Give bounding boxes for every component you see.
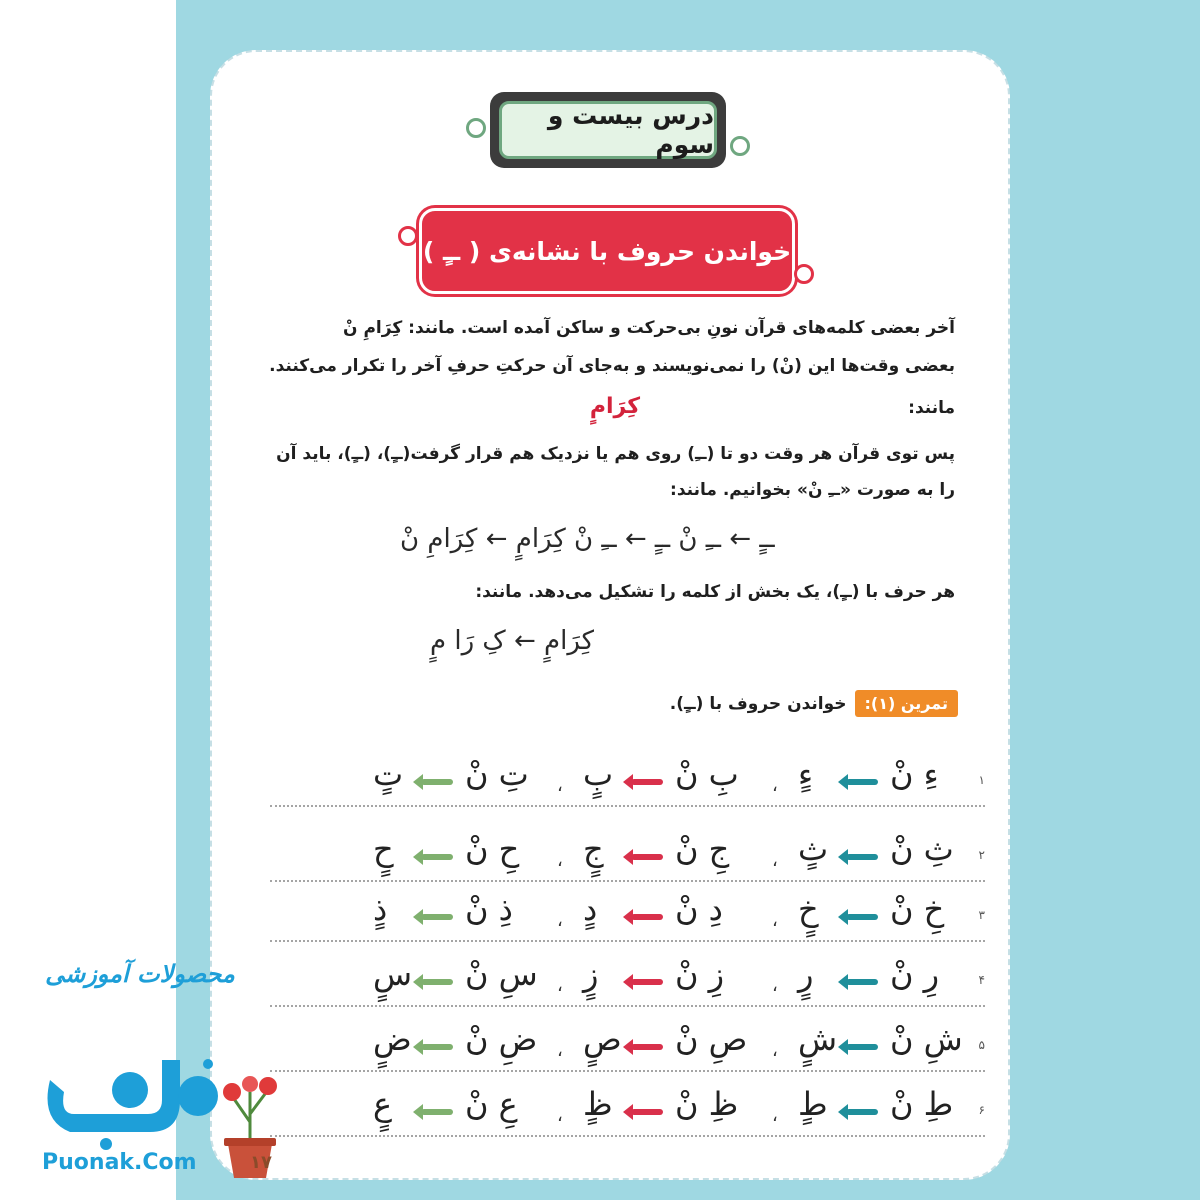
arrow-left-icon [421, 1044, 453, 1050]
tanween-letter: دٍ [583, 890, 598, 928]
paragraph-6: هر حرف با (ــٍ)، یک بخش از کلمه را تشکیل می‌دهد. مانند: [475, 582, 955, 602]
lesson-title-tab [470, 88, 746, 172]
row-number: ۳ [978, 908, 985, 922]
example-chain-2: کِرَامٍ ← کِ رَا مٍ [430, 626, 595, 656]
brand-block [20, 960, 260, 988]
tanween-letter: حٍ [373, 830, 394, 868]
row-number: ۱ [978, 773, 985, 787]
exercise-row [270, 1020, 985, 1072]
row-number: ۴ [978, 973, 985, 987]
expanded-letter: عِ نْ [465, 1085, 518, 1123]
topic-title-tab [404, 208, 810, 294]
ring-right-icon [794, 264, 814, 284]
separator-comma: ، [772, 1105, 778, 1126]
expanded-letter: خِ نْ [890, 890, 945, 928]
exercise-row [270, 955, 985, 1007]
expanded-letter: ذِ نْ [465, 890, 513, 928]
row-number: ۲ [978, 848, 985, 862]
paragraph-1: آخر بعضی کلمه‌های قرآن نونِ بی‌حرکت و ساکن آمده است. مانند: کِرَامِ نْ [343, 318, 955, 338]
tanween-letter: رٍ [798, 955, 814, 993]
expanded-letter: زِ نْ [675, 955, 725, 993]
row-number: ۶ [978, 1103, 985, 1117]
expanded-letter: ءِ نْ [890, 755, 939, 793]
separator-comma: ، [557, 975, 563, 996]
brand-url: Puonak.Com [42, 1150, 197, 1175]
arrow-left-icon [846, 854, 878, 860]
exercise-row [270, 830, 985, 882]
tanween-letter: صٍ [583, 1020, 622, 1058]
ring-left-icon [466, 118, 486, 138]
page-number: ۱۷ [250, 1152, 272, 1173]
tanween-letter: ذٍ [373, 890, 388, 928]
paragraph-3-label: مانند: [908, 398, 955, 418]
arrow-left-icon [421, 779, 453, 785]
paragraph-4: پس توی قرآن هر وقت دو تا (ــِ) روی هم یا نزدیک هم قرار گرفت(ــٍ)، (ــٍ)، باید آن [276, 444, 955, 464]
expanded-letter: بِ نْ [675, 755, 739, 793]
lesson-title-box [490, 92, 726, 168]
expanded-letter: دِ نْ [675, 890, 723, 928]
expanded-letter: ثِ نْ [890, 830, 954, 868]
separator-comma: ، [557, 850, 563, 871]
separator-comma: ، [772, 1040, 778, 1061]
tanween-letter: ءٍ [798, 755, 814, 793]
expanded-letter: تِ نْ [465, 755, 529, 793]
tanween-letter: طٍ [798, 1085, 828, 1123]
paragraph-3-example: کِرَامٍ [589, 394, 640, 419]
arrow-left-icon [421, 914, 453, 920]
arrow-left-icon [421, 1109, 453, 1115]
topic-title: خواندن حروف با نشانه‌ی ( ــٍ ) [419, 208, 795, 294]
arrow-left-icon [631, 1044, 663, 1050]
example-chain-1: ــٍ ← ــِ نْ ــٍ ← ــِ نْ کِرَامٍ ← کِرَامِ نْ [400, 524, 775, 554]
expanded-letter: حِ نْ [465, 830, 520, 868]
separator-comma: ، [557, 1040, 563, 1061]
arrow-left-icon [846, 914, 878, 920]
tanween-letter: تٍ [373, 755, 404, 793]
tanween-letter: شٍ [798, 1020, 838, 1058]
arrow-left-icon [631, 854, 663, 860]
tanween-letter: ثٍ [798, 830, 829, 868]
expanded-letter: ظِ نْ [675, 1085, 739, 1123]
tanween-letter: عٍ [373, 1085, 393, 1123]
arrow-left-icon [421, 979, 453, 985]
tanween-letter: بٍ [583, 755, 614, 793]
separator-comma: ، [772, 975, 778, 996]
expanded-letter: صِ نْ [675, 1020, 748, 1058]
separator-comma: ، [557, 775, 563, 796]
expanded-letter: جِ نْ [675, 830, 730, 868]
arrow-left-icon [846, 1109, 878, 1115]
arrow-left-icon [421, 854, 453, 860]
separator-comma: ، [557, 910, 563, 931]
exercise-heading [670, 690, 958, 717]
expanded-letter: رِ نْ [890, 955, 940, 993]
tanween-letter: زٍ [583, 955, 599, 993]
tanween-letter: جٍ [583, 830, 604, 868]
expanded-letter: شِ نْ [890, 1020, 963, 1058]
arrow-left-icon [846, 979, 878, 985]
brand-logo-icon [30, 1040, 230, 1152]
tanween-letter: سٍ [373, 955, 413, 993]
row-number: ۵ [978, 1038, 985, 1052]
separator-comma: ، [772, 775, 778, 796]
exercise-row [270, 755, 985, 807]
separator-comma: ، [772, 850, 778, 871]
ring-left-icon [398, 226, 418, 246]
tanween-letter: خٍ [798, 890, 819, 928]
expanded-letter: سِ نْ [465, 955, 538, 993]
expanded-letter: ضِ نْ [465, 1020, 538, 1058]
arrow-left-icon [631, 779, 663, 785]
expanded-letter: طِ نْ [890, 1085, 954, 1123]
arrow-left-icon [846, 1044, 878, 1050]
brand-title: محصولات آموزشی [45, 960, 235, 988]
exercise-row [270, 890, 985, 942]
arrow-left-icon [631, 1109, 663, 1115]
arrow-left-icon [631, 979, 663, 985]
paragraph-2: بعضی وقت‌ها این (نْ) را نمی‌نویسند و به‌جای آن حرکتِ حرفِ آخر را تکرار می‌کنند. [269, 356, 955, 376]
exercise-badge: تمرین (۱): [855, 690, 958, 717]
arrow-left-icon [631, 914, 663, 920]
exercise-instruction: خواندن حروف با (ــٍ). [669, 693, 847, 714]
separator-comma: ، [772, 910, 778, 931]
tanween-letter: ظٍ [583, 1085, 613, 1123]
tanween-letter: ضٍ [373, 1020, 412, 1058]
paragraph-5: را به صورت «ــِ نْ» بخوانیم. مانند: [670, 480, 955, 500]
ring-right-icon [730, 136, 750, 156]
arrow-left-icon [846, 779, 878, 785]
exercise-row [270, 1085, 985, 1137]
separator-comma: ، [557, 1105, 563, 1126]
lesson-title: درس بیست و سوم [499, 101, 717, 159]
